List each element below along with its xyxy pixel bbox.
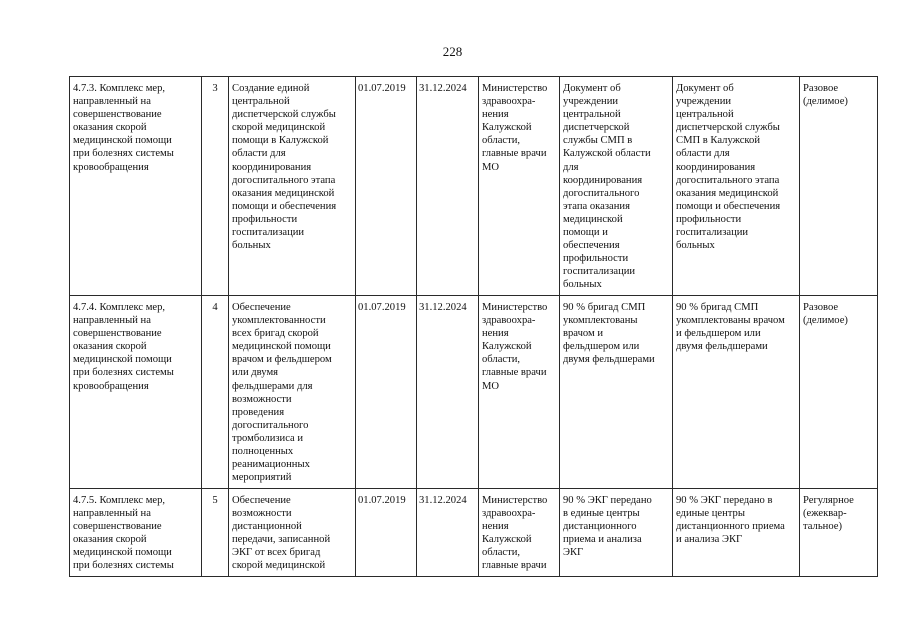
end-date-cell: 31.12.2024	[417, 77, 479, 296]
result-cell: 90 % ЭКГ передано в единые центры дистанционного приема и анализа ЭКГ	[560, 489, 673, 577]
responsible-cell: Министерство здравоохра- нения Калужской области, главные врачи МО	[479, 296, 560, 489]
table-row	[70, 77, 878, 296]
start-date-cell: 01.07.2019	[356, 77, 417, 296]
responsible-cell: Министерство здравоохра- нения Калужской области, главные врачи	[479, 489, 560, 577]
start-date-cell: 01.07.2019	[356, 296, 417, 489]
responsible-cell: Министерство здравоохра- нения Калужской области, главные врачи МО	[479, 77, 560, 296]
activity-cell: 4.7.5. Комплекс мер, направленный на совершенствование оказания скорой медицинской помощи при болезнях системы	[70, 489, 202, 577]
end-date-cell: 31.12.2024	[417, 489, 479, 577]
type-cell: Разовое (делимое)	[800, 77, 878, 296]
number-cell: 4	[202, 296, 229, 489]
number-cell: 3	[202, 77, 229, 296]
activity-cell: 4.7.4. Комплекс мер, направленный на совершенствование оказания скорой медицинской помощи при болезнях системы кровообращения	[70, 296, 202, 489]
table-row	[70, 296, 878, 489]
table-row	[70, 489, 878, 577]
number-cell: 5	[202, 489, 229, 577]
indicator-cell: Документ об учреждении центральной диспетчерской службы СМП в Калужской области для координирования догоспитального этапа оказания медицинской помощи и обеспечения профильности госпитализации больных	[673, 77, 800, 296]
page-number: 228	[442, 44, 463, 59]
type-cell: Разовое (делимое)	[800, 296, 878, 489]
action-plan-table	[69, 76, 878, 577]
end-date-cell: 31.12.2024	[417, 296, 479, 489]
type-cell: Регулярное (ежеквар- тальное)	[800, 489, 878, 577]
result-cell: 90 % бригад СМП укомплектованы врачом и фельдшером или двумя фельдшерами	[560, 296, 673, 489]
activity-cell: 4.7.3. Комплекс мер, направленный на совершенствование оказания скорой медицинской помощи при болезнях системы кровообращения	[70, 77, 202, 296]
start-date-cell: 01.07.2019	[356, 489, 417, 577]
event-cell: Обеспечение укомплектованности всех бригад скорой медицинской помощи врачом и фельдшером или двумя фельдшерами для возможности проведения догоспитального тромболизиса и полноценных реанимационных мероприятий	[229, 296, 356, 489]
indicator-cell: 90 % ЭКГ передано в единые центры дистанционного приема и анализа ЭКГ	[673, 489, 800, 577]
event-cell: Обеспечение возможности дистанционной передачи, записанной ЭКГ от всех бригад скорой медицинской	[229, 489, 356, 577]
event-cell: Создание единой центральной диспетчерской службы скорой медицинской помощи в Калужской области для координирования догоспитального этапа оказания медицинской помощи и обеспечения профильности госпитализации больных	[229, 77, 356, 296]
result-cell: Документ об учреждении центральной диспетчерской службы СМП в Калужской области для координирования догоспитального этапа оказания медицинской помощи и обеспечения профильности госпитализации больных	[560, 77, 673, 296]
indicator-cell: 90 % бригад СМП укомплектованы врачом и фельдшером или двумя фельдшерами	[673, 296, 800, 489]
